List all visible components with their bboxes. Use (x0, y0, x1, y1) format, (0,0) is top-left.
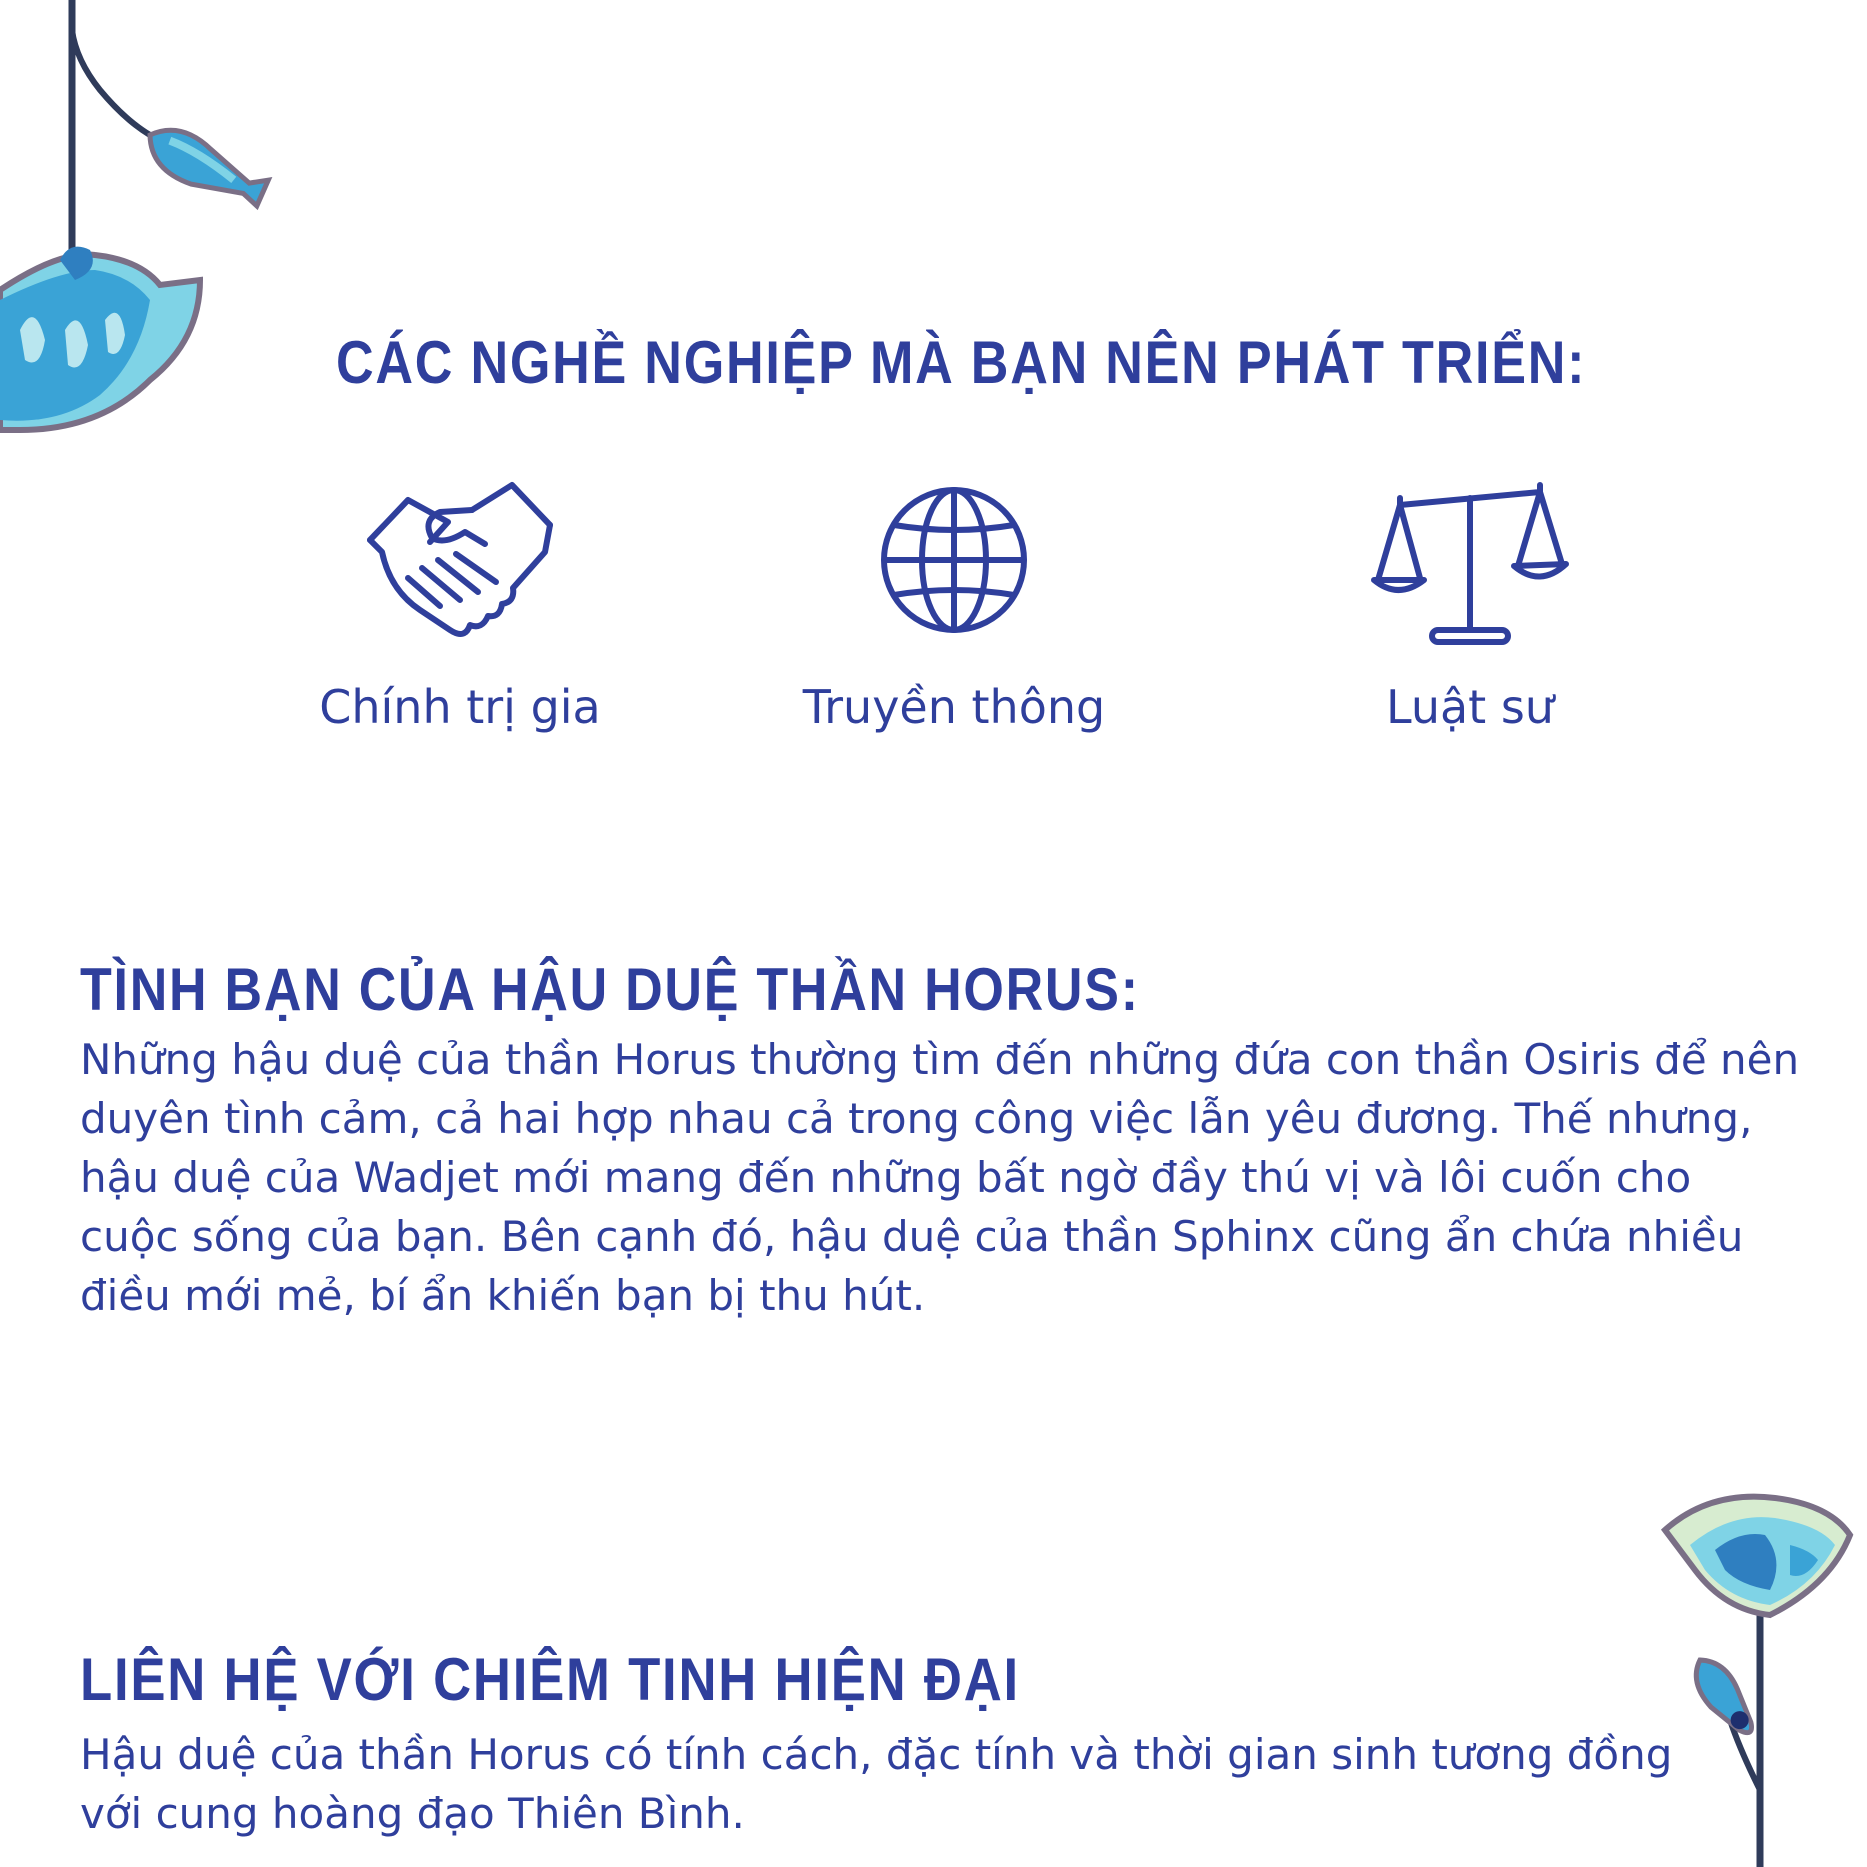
friendship-paragraph: Những hậu duệ của thần Horus thường tìm đến những đứa con thần Osiris để nên duyên tình cảm, cả hai hợp nhau cả trong công việc lẫn yêu đương. Thế nhưng, hậu duệ của Wadjet mới mang đến những bất ngờ đầy thú vị và lôi cuốn cho cuộc sống của bạn. Bên cạnh đó, hậu duệ của thần Sphinx cũng ẩn chứa nhiều điều mới mẻ, bí ẩn khiến bạn bị thu hút. (80, 1035, 1800, 1320)
career-label: Truyền thông (802, 680, 1106, 734)
careers-heading: CÁC NGHỀ NGHIỆP MÀ BẠN NÊN PHÁT TRIỂN: (336, 329, 1587, 396)
career-label: Luật sư (1386, 680, 1554, 734)
lotus-decoration-top-left-icon (0, 0, 300, 440)
career-item-politician (250, 470, 670, 734)
career-label: Chính trị gia (319, 680, 601, 734)
career-item-lawyer (1260, 470, 1680, 734)
contact-heading: LIÊN HỆ VỚI CHIÊM TINH HIỆN ĐẠI (80, 1646, 1020, 1713)
career-item-media (744, 470, 1164, 734)
scales-icon (1370, 470, 1570, 650)
handshake-icon (360, 470, 560, 650)
contact-paragraph: Hậu duệ của thần Horus có tính cách, đặc tính và thời gian sinh tương đồng với cung hoàng đạo Thiên Bình. (80, 1730, 1673, 1838)
friendship-heading: TÌNH BẠN CỦA HẬU DUỆ THẦN HORUS: (80, 956, 1140, 1023)
globe-icon (864, 470, 1044, 650)
